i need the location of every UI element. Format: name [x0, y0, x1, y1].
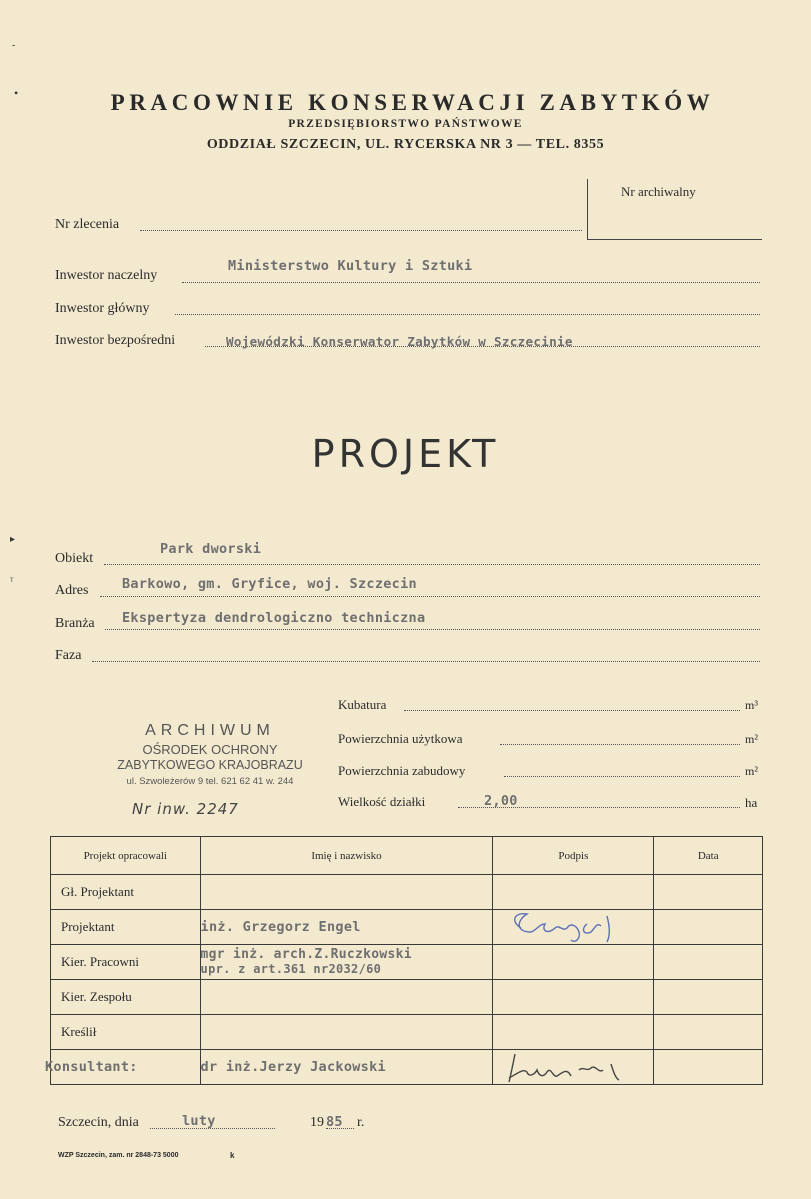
archive-number-box: [587, 179, 762, 240]
license-value: upr. z art.361 nr2032/60: [200, 962, 382, 976]
name-cell: [200, 875, 493, 910]
adres-value: Barkowo, gm. Gryfice, woj. Szczecin: [122, 576, 417, 592]
inwestor-bezposredni-label: Inwestor bezpośredni: [55, 333, 176, 348]
inwestor-naczelny-label: Inwestor naczelny: [55, 268, 158, 283]
edge-mark: -: [12, 40, 16, 51]
year-line: [326, 1128, 354, 1129]
page-title: PROJEKT: [311, 432, 500, 476]
authors-table: [45, 836, 763, 1085]
inwestor-naczelny-line: [182, 282, 760, 283]
inwestor-naczelny-value: Ministerstwo Kultury i Sztuki: [228, 258, 473, 274]
inventory-note: Nr inw. 2247: [132, 800, 239, 818]
table-row: [51, 980, 763, 1015]
adres-label: Adres: [55, 583, 89, 598]
pow-uzytkowa-line: [500, 744, 740, 745]
signature-cell: [493, 945, 654, 980]
table-row: [51, 1015, 763, 1050]
signature-cell: [493, 1015, 654, 1050]
print-note: WZP Szczecin, zam. nr 2848-73 5000: [58, 1152, 179, 1159]
place-label: Szczecin, dnia: [58, 1115, 139, 1130]
signature-engel-icon: [493, 910, 645, 944]
edge-mark: ▸: [10, 534, 16, 545]
archive-number-label: Nr archiwalny: [621, 184, 696, 199]
name-value: mgr inż. arch.Z.Ruczkowski: [200, 947, 412, 962]
role-cell: Projektant: [51, 910, 201, 945]
signature-cell: [493, 980, 654, 1015]
signature-cell: [493, 910, 654, 945]
col-header-signature: Podpis: [493, 837, 654, 875]
role-cell: Kreślił: [51, 1015, 201, 1050]
year-suffix: r.: [357, 1115, 365, 1130]
inwestor-glowny-line: [175, 314, 760, 315]
branza-label: Branża: [55, 616, 95, 631]
table-header-row: [51, 837, 763, 875]
kubatura-line: [404, 710, 740, 711]
year-prefix: 19: [310, 1115, 324, 1130]
col-header-date: Data: [654, 837, 763, 875]
name-value: inż. Grzegorz Engel: [200, 919, 361, 935]
nr-zlecenia-line: [140, 230, 582, 231]
table-row: [51, 910, 763, 945]
edge-mark: •: [14, 86, 19, 100]
name-cell: [200, 945, 493, 980]
name-cell: [200, 1050, 493, 1085]
role-cell: [45, 1050, 201, 1085]
faza-label: Faza: [55, 648, 82, 663]
branza-value: Ekspertyza dendrologiczno techniczna: [122, 610, 426, 626]
wielkosc-dzialki-label: Wielkość działki: [338, 794, 426, 809]
date-cell: [654, 980, 763, 1015]
stamp-zabytkowego: ZABYTKOWEGO KRAJOBRAZU: [117, 758, 303, 772]
pow-zabudowy-line: [504, 776, 740, 777]
signature-cell: [493, 1050, 654, 1085]
date-cell: [654, 1015, 763, 1050]
role-cell: Kier. Pracowni: [51, 945, 201, 980]
role-value: Konsultant:: [45, 1059, 138, 1075]
obiekt-label: Obiekt: [55, 551, 94, 566]
adres-line: [100, 596, 760, 597]
signature-cell: [493, 875, 654, 910]
edge-mark: ᵀ: [10, 576, 14, 587]
stamp-address: ul. Szwoleżerów 9 tel. 621 62 41 w. 244: [126, 776, 294, 787]
role-cell: Gł. Projektant: [51, 875, 201, 910]
date-cell: [654, 875, 763, 910]
print-mark: k: [230, 1151, 235, 1160]
col-header-role: Projekt opracowali: [51, 837, 201, 875]
inwestor-glowny-label: Inwestor główny: [55, 301, 150, 316]
branza-line: [105, 629, 760, 630]
role-cell: Kier. Zespołu: [51, 980, 201, 1015]
header-institution: PRACOWNIE KONSERWACJI ZABYTKÓW: [110, 90, 715, 115]
header-address: ODDZIAŁ SZCZECIN, UL. RYCERSKA NR 3 — TEL. 8355: [206, 137, 605, 152]
stamp-archiwum: ARCHIWUM: [145, 722, 275, 739]
table-row: [51, 1050, 763, 1085]
kubatura-unit: m³: [745, 698, 758, 712]
name-cell: [200, 980, 493, 1015]
col-header-name: Imię i nazwisko: [200, 837, 493, 875]
pow-uzytkowa-label: Powierzchnia użytkowa: [338, 731, 463, 746]
year-value: 85: [326, 1114, 343, 1130]
kubatura-label: Kubatura: [338, 697, 387, 712]
obiekt-value: Park dworski: [160, 541, 262, 557]
pow-zabudowy-label: Powierzchnia zabudowy: [338, 763, 466, 778]
nr-zlecenia-label: Nr zlecenia: [55, 217, 120, 232]
date-value: luty: [182, 1113, 216, 1129]
header-enterprise: PRZEDSIĘBIORSTWO PAŃSTWOWE: [288, 118, 523, 130]
signature-jackowski-icon: [493, 1050, 645, 1084]
date-cell: [654, 910, 763, 945]
inwestor-bezposredni-value: Wojewódzki Konserwator Zabytków w Szczecinie: [226, 334, 573, 349]
faza-line: [92, 661, 760, 662]
wielkosc-dzialki-value: 2,00: [484, 793, 518, 809]
pow-uzytkowa-unit: m²: [745, 732, 758, 746]
date-cell: [654, 945, 763, 980]
date-cell: [654, 1050, 763, 1085]
name-cell: [200, 1015, 493, 1050]
name-value: dr inż.Jerzy Jackowski: [200, 1059, 386, 1075]
table-row: [51, 875, 763, 910]
stamp-osrodek: OŚRODEK OCHRONY: [142, 742, 278, 757]
name-cell: [200, 910, 493, 945]
table-row: [51, 945, 763, 980]
pow-zabudowy-unit: m²: [745, 764, 758, 778]
obiekt-line: [104, 564, 760, 565]
wielkosc-dzialki-unit: ha: [745, 795, 758, 810]
